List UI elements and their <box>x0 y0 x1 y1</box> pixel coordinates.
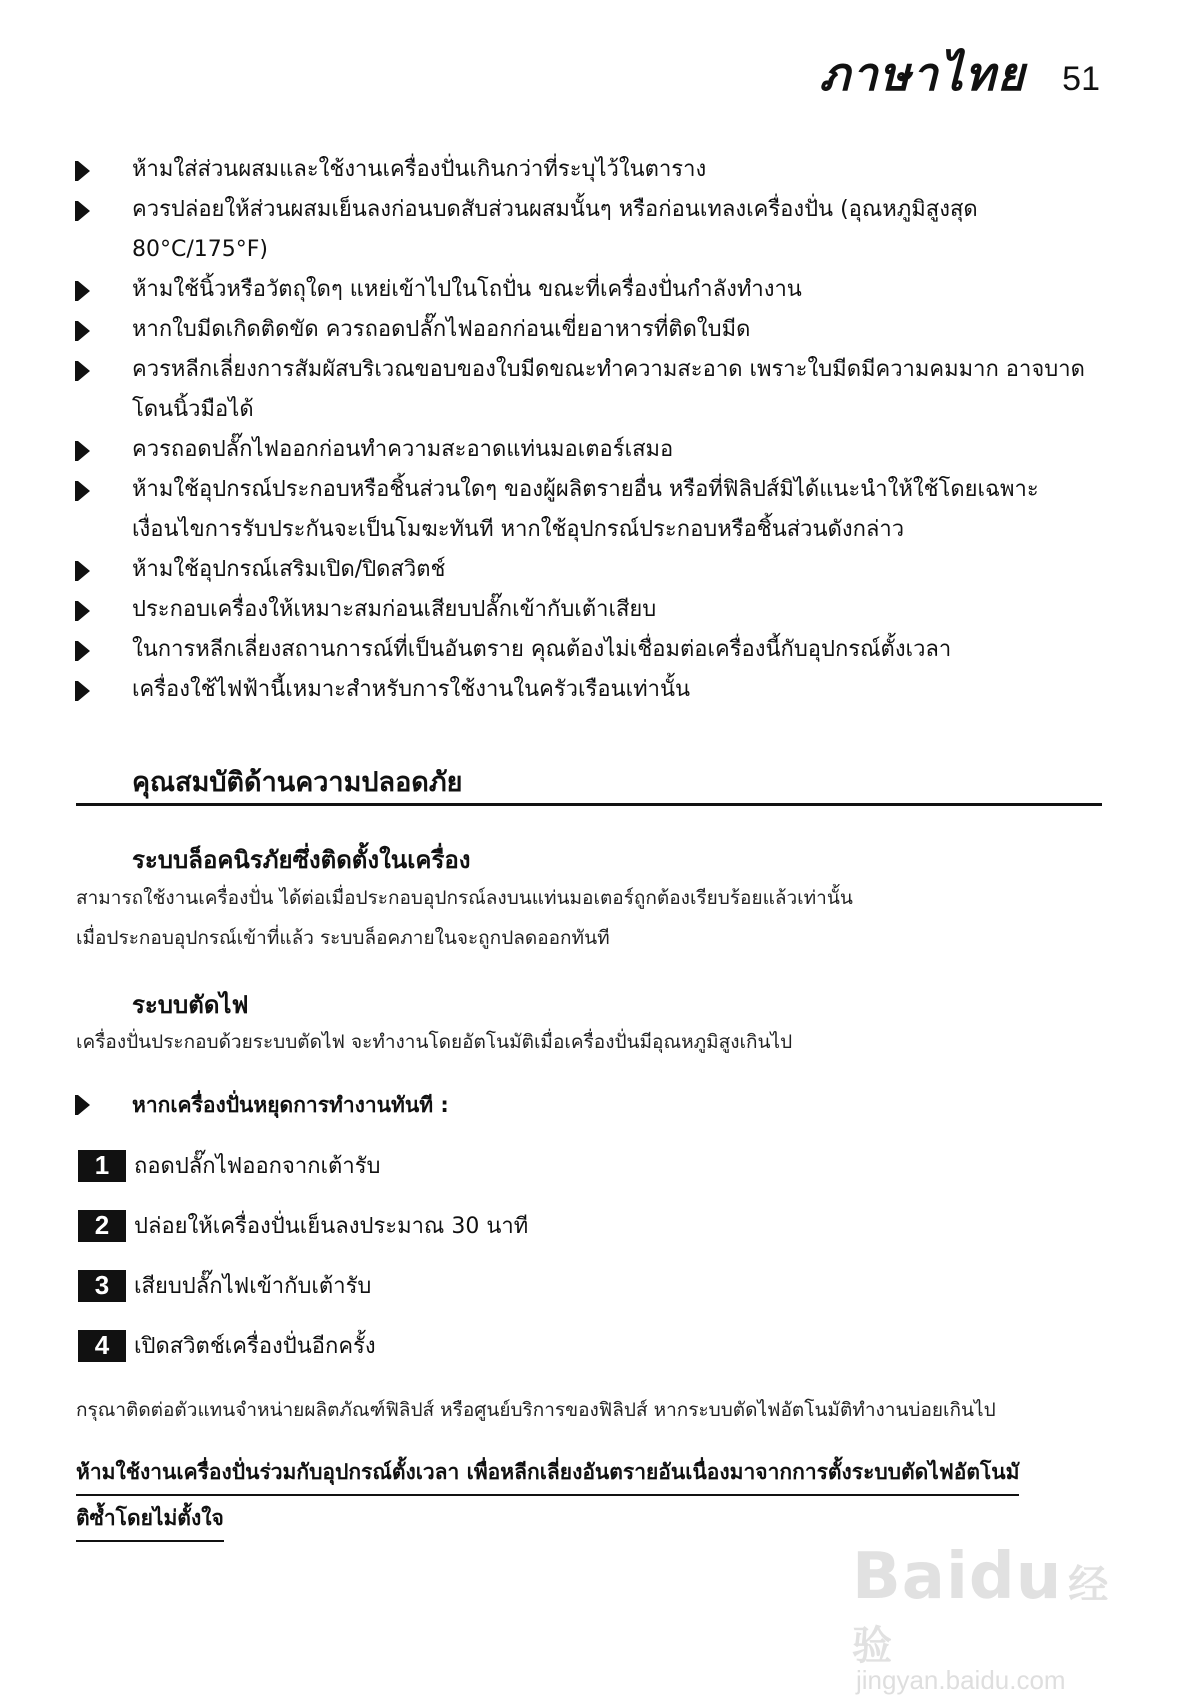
page-header <box>819 38 1100 111</box>
section-title: คุณสมบัติด้านความปลอดภัย <box>132 767 463 798</box>
watermark-sub: 经验 <box>852 1562 1109 1669</box>
step-text: เปิดสวิตช์เครื่องปั่นอีกครั้ง <box>134 1334 376 1359</box>
bullet-icon <box>78 441 90 461</box>
lock-subtitle: ระบบล็อคนิรภัยซึ่งติดตั้งในเครื่อง <box>132 846 471 874</box>
baidu-watermark <box>852 1540 1132 1695</box>
warning-item: ควรถอดปลั๊กไฟออกก่อนทำความสะอาดแท่นมอเตอร์เสมอ <box>76 430 1116 470</box>
watermark-brand: Baidu <box>852 1540 1063 1614</box>
step-1 <box>78 1148 380 1183</box>
warning-item: ในการหลีกเลี่ยงสถานการณ์ที่เป็นอันตราย คุณต้องไม่เชื่อมต่อเครื่องนี้กับอุปกรณ์ตั้งเวลา <box>76 630 1116 670</box>
bullet-icon <box>78 201 90 221</box>
warning-item: ควรปล่อยให้ส่วนผสมเย็นลงก่อนบดสับส่วนผสมนั้นๆ หรือก่อนเทลงเครื่องปั่น (อุณหภูมิสูงสุด 80°C/175°F) <box>76 190 1116 270</box>
bullet-icon <box>78 161 90 181</box>
final-warning-line-2: ติซ้ำโดยไม่ตั้งใจ <box>76 1496 224 1542</box>
warning-item: ควรหลีกเลี่ยงการสัมผัสบริเวณขอบของใบมีดขณะทำความสะอาด เพราะใบมีดมีความคมมาก อาจบาดโดนนิ้วมือได้ <box>76 350 1116 430</box>
bullet-icon <box>78 361 90 381</box>
bullet-icon <box>78 681 90 701</box>
final-warning <box>76 1450 1098 1542</box>
warning-item: ห้ามใช้นิ้วหรือวัตถุใดๆ แหย่เข้าไปในโถปั่น ขณะที่เครื่องปั่นกำลังทำงาน <box>76 270 1116 310</box>
step-4 <box>78 1328 376 1363</box>
warning-item: ห้ามใส่ส่วนผสมและใช้งานเครื่องปั่นเกินกว่าที่ระบุไว้ในตาราง <box>76 150 1116 190</box>
bullet-icon <box>78 561 90 581</box>
bullet-icon <box>78 1095 90 1115</box>
final-warning-line-1: ห้ามใช้งานเครื่องปั่นร่วมกับอุปกรณ์ตั้งเวลา เพื่อหลีกเลี่ยงอันตรายอันเนื่องมาจากการตั้งระบบตัดไฟอัตโนมั <box>76 1450 1019 1496</box>
warning-item: หากใบมีดเกิดติดขัด ควรถอดปลั๊กไฟออกก่อนเขี่ยอาหารที่ติดใบมีด <box>76 310 1116 350</box>
bullet-icon <box>78 281 90 301</box>
contact-text: กรุณาติดต่อตัวแทนจำหน่ายผลิตภัณฑ์ฟิลิปส์ หรือศูนย์บริการของฟิลิปส์ หากระบบตัดไฟอัตโนมัติทำงานบ่อยเกินไป <box>76 1399 996 1421</box>
bullet-icon <box>78 641 90 661</box>
step-text: ถอดปลั๊กไฟออกจากเต้ารับ <box>134 1154 381 1179</box>
warning-list <box>76 150 1116 710</box>
bullet-icon <box>78 601 90 621</box>
bullet-icon <box>78 321 90 341</box>
step-number: 2 <box>78 1210 126 1242</box>
lock-text-2: เมื่อประกอบอุปกรณ์เข้าที่แล้ว ระบบล็อคภายในจะถูกปลดออกทันที <box>76 927 610 949</box>
cutoff-subtitle: ระบบตัดไฟ <box>132 991 249 1019</box>
step-2 <box>78 1208 528 1243</box>
warning-item: ห้ามใช้อุปกรณ์เสริมเปิด/ปิดสวิตช์ <box>76 550 1116 590</box>
watermark-url: jingyan.baidu.com <box>856 1665 1066 1695</box>
step-number: 4 <box>78 1330 126 1362</box>
step-number: 3 <box>78 1270 126 1302</box>
step-text: ปล่อยให้เครื่องปั่นเย็นลงประมาณ 30 นาที <box>134 1214 529 1239</box>
section-divider <box>76 803 1102 806</box>
language-title: ภาษาไทย <box>819 47 1027 101</box>
lock-text-1: สามารถใช้งานเครื่องปั่น ได้ต่อเมื่อประกอบอุปกรณ์ลงบนแท่นมอเตอร์ถูกต้องเรียบร้อยแล้วเท่านั้น <box>76 887 853 909</box>
page-number: 51 <box>1062 60 1100 98</box>
warning-item: เครื่องใช้ไฟฟ้านี้เหมาะสำหรับการใช้งานในครัวเรือนเท่านั้น <box>76 670 1116 710</box>
warning-item: ห้ามใช้อุปกรณ์ประกอบหรือชิ้นส่วนใดๆ ของผู้ผลิตรายอื่น หรือที่ฟิลิปส์มิได้แนะนำให้ใช้โดยเฉพาะ เงื่อนไขการรับประกันจะเป็นโมฆะทันที หากใช้อุปกรณ์ประกอบหรือชิ้นส่วนดังกล่าว <box>76 470 1116 550</box>
step-text: เสียบปลั๊กไฟเข้ากับเต้ารับ <box>134 1274 372 1299</box>
step-number: 1 <box>78 1150 126 1182</box>
cutoff-bullet: หากเครื่องปั่นหยุดการทำงานทันที : <box>76 1085 449 1125</box>
cutoff-text: เครื่องปั่นประกอบด้วยระบบตัดไฟ จะทำงานโดยอัตโนมัติเมื่อเครื่องปั่นมีอุณหภูมิสูงเกินไป <box>76 1031 793 1053</box>
bullet-icon <box>78 481 90 501</box>
step-3 <box>78 1268 371 1303</box>
warning-item: ประกอบเครื่องให้เหมาะสมก่อนเสียบปลั๊กเข้ากับเต้าเสียบ <box>76 590 1116 630</box>
